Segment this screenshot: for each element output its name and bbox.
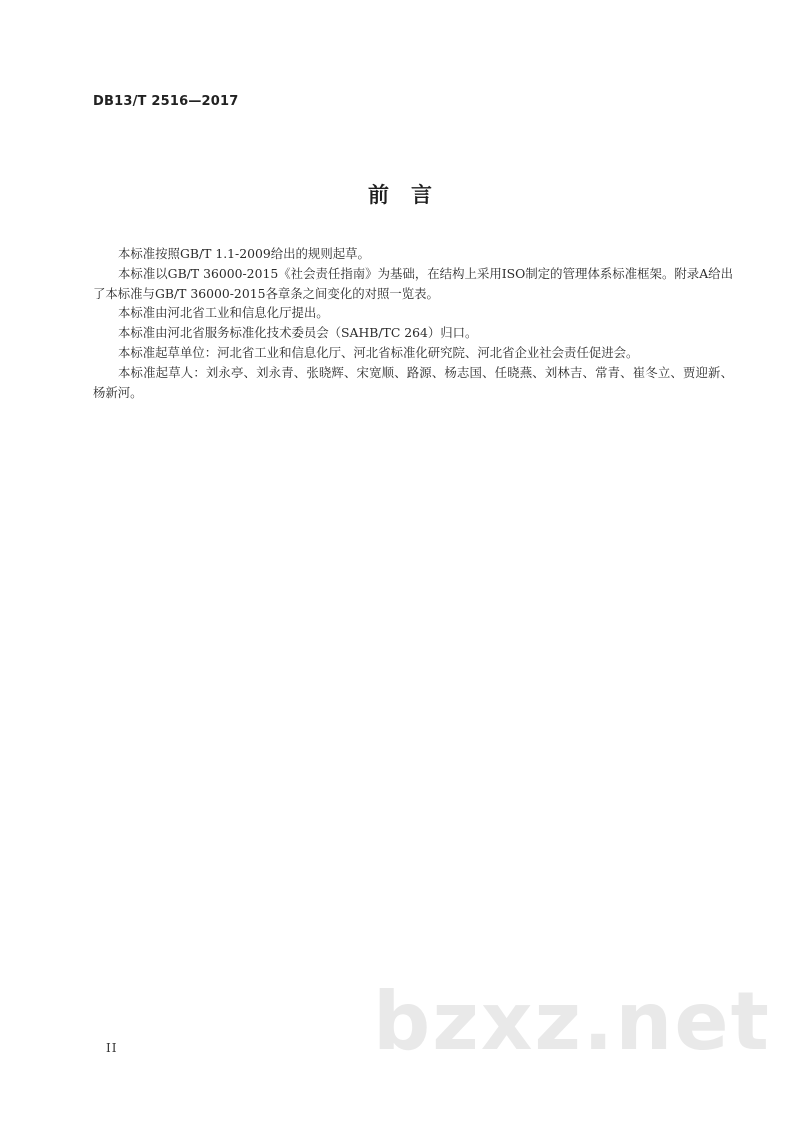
paragraph-basis: 本标准以GB/T 36000-2015《社会责任指南》为基础，在结构上采用ISO制定的管理体系标准框架。附录A给出了本标准与GB/T 36000-2015各章条之间变化的对照一览表。: [93, 265, 733, 301]
title-char-1: 前: [368, 183, 389, 207]
page-title: [0, 179, 800, 209]
foreword-body: [93, 244, 733, 402]
paragraph-committee: 本标准由河北省服务标准化技术委员会（SAHB/TC 264）归口。: [118, 325, 478, 341]
watermark-logo: bzxz.net: [373, 975, 771, 1068]
paragraph-proposer: 本标准由河北省工业和信息化厅提出。: [118, 305, 329, 321]
page-number: II: [106, 1041, 118, 1055]
paragraph-drafting-units: 本标准起草单位：河北省工业和信息化厅、河北省标准化研究院、河北省企业社会责任促进会。: [118, 344, 639, 360]
paragraph-drafting-rules: 本标准按照GB/T 1.1-2009给出的规则起草。: [118, 246, 370, 261]
document-code: DB13/T 2516—2017: [93, 94, 239, 109]
title-char-2: 言: [411, 183, 432, 207]
paragraph-drafters: 本标准起草人：刘永亭、刘永青、张晓辉、宋宽顺、路源、杨志国、任晓燕、刘林吉、常青、崔冬立、贾迎新、杨新河。: [93, 364, 733, 400]
